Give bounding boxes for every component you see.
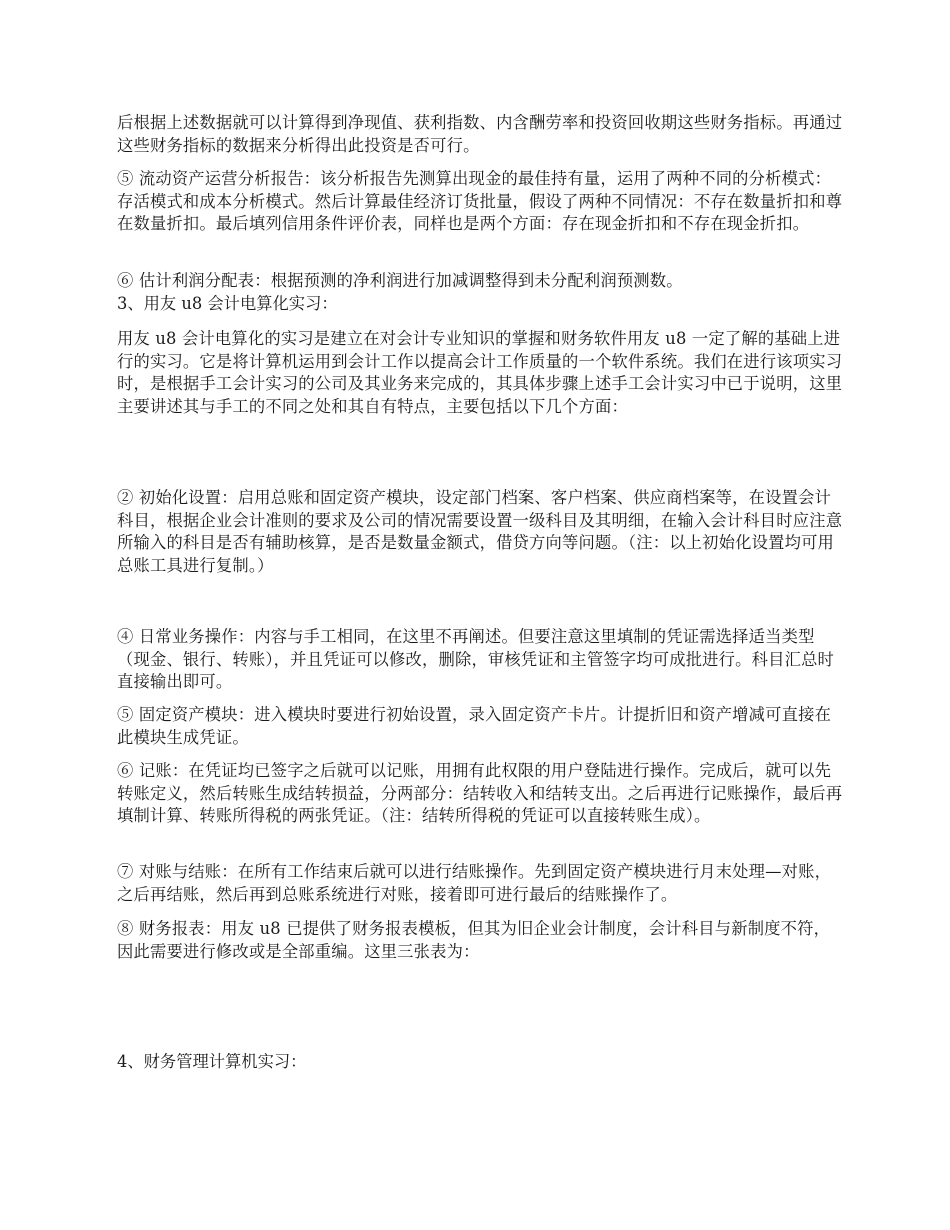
paragraph-fixed-assets: ⑤ 固定资产模块：进入模块时要进行初始设置，录入固定资产卡片。计提折旧和资产增减可直接在此模块生成凭证。 (117, 705, 832, 747)
paragraph-reconciliation: ⑦ 对账与结账：在所有工作结束后就可以进行结账操作。先到固定资产模块进行月末处理—对账，之后再结账，然后再到总账系统进行对账，接着即可进行最后的结账操作了。 (117, 862, 832, 904)
paragraph-current-assets-report: ⑤ 流动资产运营分析报告：该分析报告先测算出现金的最佳持有量，运用了两种不同的分析模式：存活模式和成本分析模式。然后计算最佳经济订货批量，假设了两种不同情况：不存在数量折扣和尊在数量折扣。最后填列信用条件评价表，同样也是两个方面：存在现金折扣和不存在现金折扣。 (117, 169, 843, 234)
section-heading-financial-management: 4、财务管理计算机实习： (117, 1052, 307, 1071)
paragraph-profit-distribution: ⑥ 估计利润分配表：根据预测的净利润进行加减调整得到未分配利润预测数。 (117, 271, 683, 290)
section-heading-u8: 3、用友 u8 会计电算化实习： (117, 294, 338, 313)
paragraph-u8-intro: 用友 u8 会计电算化的实习是建立在对会计专业知识的掌握和财务软件用友 u8 一定了解的基础上进行的实习。它是将计算机运用到会计工作以提高会计工作质量的一个软件系统。我们在进行该项实习时，是根据手工会计实习的公司及其业务来完成的，其具体步骤上述手工会计实习中已于说明，这里主要讲述其与手工的不同之处和其自有特点，主要包括以下几个方面： (117, 329, 843, 416)
paragraph-investment-indicators: 后根据上述数据就可以计算得到净现值、获利指数、内含酬劳率和投资回收期这些财务指标。再通过这些财务指标的数据来分析得出此投资是否可行。 (117, 113, 843, 155)
paragraph-daily-operations: ④ 日常业务操作：内容与手工相同，在这里不再阐述。但要注意这里填制的凭证需选择适当类型（现金、银行、转账），并且凭证可以修改，删除，审核凭证和主管签字均可成批进行。科目汇总时直接输出即可。 (117, 627, 835, 692)
paragraph-financial-statements: ⑧ 财务报表：用友 u8 已提供了财务报表模板，但其为旧企业会计制度，会计科目与新制度不符，因此需要进行修改或是全部重编。这里三张表为： (117, 919, 831, 961)
paragraph-bookkeeping: ⑥ 记账：在凭证均已签字之后就可以记账，用拥有此权限的用户登陆进行操作。完成后，就可以先转账定义，然后转账生成结转损益，分两部分：结转收入和结转支出。之后再进行记账操作，最后再填制计算、转账所得税的两张凭证。（注：结转所得税的凭证可以直接转账生成）。 (117, 761, 843, 826)
paragraph-initialization: ② 初始化设置：启用总账和固定资产模块，设定部门档案、客户档案、供应商档案等，在设置会计科目，根据企业会计准则的要求及公司的情况需要设置一级科目及其明细，在输入会计科目时应注意所输入的科目是否有辅助核算，是否是数量金额式，借贷方向等问题。（注：以上初始化设置均可用总账工具进行复制。） (117, 488, 843, 575)
